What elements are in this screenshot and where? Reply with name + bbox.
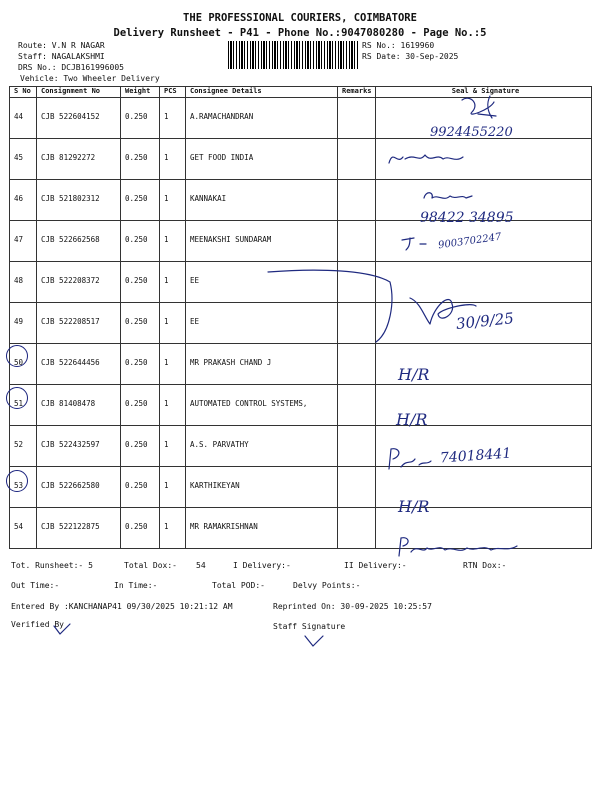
drs-number: DRS No.: DCJB161996005 — [18, 63, 124, 72]
cell-weight: 0.250 — [121, 344, 160, 385]
col-header-sno: S No — [10, 87, 37, 98]
cell-remarks — [338, 385, 376, 426]
cell-weight: 0.250 — [121, 139, 160, 180]
out-time: Out Time:- — [11, 581, 60, 590]
verified-by: Verified By — [11, 620, 64, 629]
cell-weight: 0.250 — [121, 467, 160, 508]
cell-pcs: 1 — [160, 262, 186, 303]
route-label: Route: V.N R NAGAR — [18, 41, 105, 50]
cell-remarks — [338, 98, 376, 139]
cell-remarks — [338, 426, 376, 467]
handwritten-initials: H/R — [398, 497, 430, 516]
cell-consignee: MR RAMAKRISHNAN — [186, 508, 338, 549]
cell-consignment: CJB 522662580 — [37, 467, 121, 508]
cell-remarks — [338, 139, 376, 180]
col-header-consignment: Consignment No — [37, 87, 121, 98]
signature-mark — [395, 532, 530, 562]
cell-sno: 52 — [10, 426, 37, 467]
cell-consignee: MR PRAKASH CHAND J — [186, 344, 338, 385]
cell-pcs: 1 — [160, 139, 186, 180]
runsheet-subtitle: Delivery Runsheet - P41 - Phone No.:9047080280 - Page No.:5 — [113, 27, 487, 39]
cell-consignment: CJB 522208372 — [37, 262, 121, 303]
cell-consignee: EE — [186, 303, 338, 344]
i-delivery: I Delivery:- — [233, 561, 291, 570]
circle-mark — [6, 470, 28, 492]
cell-weight: 0.250 — [121, 508, 160, 549]
vehicle-label: Vehicle: Two Wheeler Delivery — [20, 74, 160, 83]
cell-consignee: GET FOOD INDIA — [186, 139, 338, 180]
cell-weight: 0.250 — [121, 385, 160, 426]
cell-pcs: 1 — [160, 426, 186, 467]
cell-weight: 0.250 — [121, 303, 160, 344]
signature-mark — [303, 634, 325, 648]
table-row — [10, 467, 592, 508]
total-dox-label: Total Dox:- — [124, 561, 177, 570]
handwritten-date: 30/9/25 — [455, 309, 515, 333]
signature-mark — [52, 622, 74, 636]
col-header-pcs: PCS — [160, 87, 186, 98]
cell-sno: 50 — [10, 344, 37, 385]
cell-consignee: EE — [186, 262, 338, 303]
cell-sno: 49 — [10, 303, 37, 344]
cell-pcs: 1 — [160, 303, 186, 344]
cell-pcs: 1 — [160, 98, 186, 139]
cell-consignment: CJB 522432597 — [37, 426, 121, 467]
entered-by: Entered By :KANCHANAP41 09/30/2025 10:21:12 AM — [11, 602, 233, 611]
cell-consignment: CJB 522644456 — [37, 344, 121, 385]
col-header-remarks: Remarks — [338, 87, 376, 98]
company-title: THE PROFESSIONAL COURIERS, COIMBATORE — [183, 12, 417, 24]
cell-weight: 0.250 — [121, 262, 160, 303]
cell-consignee: A.S. PARVATHY — [186, 426, 338, 467]
total-pod: Total POD:- — [212, 581, 265, 590]
cell-sno: 48 — [10, 262, 37, 303]
cell-pcs: 1 — [160, 180, 186, 221]
barcode-image — [228, 41, 358, 69]
cell-consignment: CJB 81408478 — [37, 385, 121, 426]
cell-consignment: CJB 522208517 — [37, 303, 121, 344]
total-dox-value: 54 — [196, 561, 206, 570]
col-header-weight: Weight — [121, 87, 160, 98]
in-time: In Time:- — [114, 581, 158, 590]
cell-consignee: KARTHIKEYAN — [186, 467, 338, 508]
handwritten-phone: 9924455220 — [430, 125, 513, 140]
cell-pcs: 1 — [160, 344, 186, 385]
handwritten-initials: H/R — [396, 410, 428, 429]
rtn-dox: RTN Dox:- — [463, 561, 507, 570]
handwritten-phone: 98422 34895 — [420, 210, 514, 226]
cell-sno: 45 — [10, 139, 37, 180]
cell-consignee: KANNAKAI — [186, 180, 338, 221]
cell-remarks — [338, 508, 376, 549]
table-row — [10, 385, 592, 426]
col-header-consignee: Consignee Details — [186, 87, 338, 98]
delvy-points: Delvy Points:- — [293, 581, 361, 590]
cell-consignment: CJB 522604152 — [37, 98, 121, 139]
circle-mark — [6, 345, 28, 367]
cell-sno: 51 — [10, 385, 37, 426]
col-header-seal: Seal & Signature — [376, 87, 592, 98]
cell-remarks — [338, 180, 376, 221]
cell-consignment: CJB 81292272 — [37, 139, 121, 180]
cell-pcs: 1 — [160, 467, 186, 508]
cell-sno: 53 — [10, 467, 37, 508]
cell-sno: 54 — [10, 508, 37, 549]
signature-mark — [400, 232, 440, 252]
cell-weight: 0.250 — [121, 98, 160, 139]
rs-date: RS Date: 30-Sep-2025 — [362, 52, 459, 61]
cell-sno: 46 — [10, 180, 37, 221]
tot-runsheet: Tot. Runsheet:- 5 — [11, 561, 93, 570]
signature-mark — [385, 143, 475, 173]
reprinted-on: Reprinted On: 30-09-2025 10:25:57 — [273, 602, 432, 611]
cell-pcs: 1 — [160, 508, 186, 549]
handwritten-phone: 9003702247 — [437, 231, 503, 252]
cell-remarks — [338, 221, 376, 262]
cell-consignee: AUTOMATED CONTROL SYSTEMS, — [186, 385, 338, 426]
cell-consignee: A.RAMACHANDRAN — [186, 98, 338, 139]
cell-consignment: CJB 521802312 — [37, 180, 121, 221]
rs-number: RS No.: 1619960 — [362, 41, 435, 50]
cell-weight: 0.250 — [121, 426, 160, 467]
cell-consignment: CJB 522122875 — [37, 508, 121, 549]
staff-label: Staff: NAGALAKSHMI — [18, 52, 105, 61]
cell-weight: 0.250 — [121, 221, 160, 262]
circle-mark — [6, 387, 28, 409]
signature-mark — [385, 445, 445, 473]
cell-pcs: 1 — [160, 385, 186, 426]
cell-weight: 0.250 — [121, 180, 160, 221]
handwritten-initials: H/R — [398, 365, 430, 384]
staff-signature: Staff Signature — [273, 622, 346, 631]
handwritten-phone: 74018441 — [439, 445, 512, 467]
signature-mark — [420, 188, 480, 208]
signature-mark — [240, 262, 570, 352]
cell-pcs: 1 — [160, 221, 186, 262]
ii-delivery: II Delivery:- — [344, 561, 407, 570]
cell-consignment: CJB 522662568 — [37, 221, 121, 262]
table-row — [10, 221, 592, 262]
cell-remarks — [338, 467, 376, 508]
cell-consignee: MEENAKSHI SUNDARAM — [186, 221, 338, 262]
cell-sno: 44 — [10, 98, 37, 139]
cell-sno: 47 — [10, 221, 37, 262]
